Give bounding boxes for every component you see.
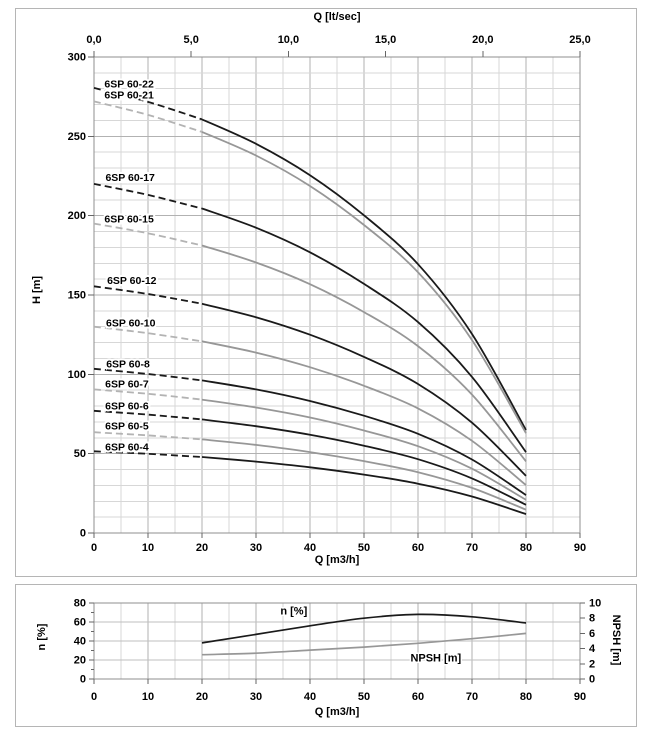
h-axis-tick-label: 0 bbox=[79, 527, 86, 540]
annotation-n: n [%] bbox=[280, 605, 308, 618]
curve-label-6sp-60-7: 6SP 60-7 bbox=[105, 378, 149, 391]
main-x-tick-label: 30 bbox=[249, 542, 263, 554]
main-x-tick-label: 0 bbox=[90, 542, 98, 554]
lower-x-tick-label: 30 bbox=[249, 691, 263, 703]
npsh-axis-tick-label: 8 bbox=[589, 612, 596, 625]
curve-label-6sp-60-12: 6SP 60-12 bbox=[107, 275, 157, 288]
npsh-axis-title: NPSH [m] bbox=[610, 614, 622, 666]
eta-axis-title: n [%] bbox=[36, 623, 48, 651]
curve-label-6sp-60-5: 6SP 60-5 bbox=[105, 420, 149, 433]
eta-axis-tick-label: 40 bbox=[73, 635, 86, 648]
main-x-tick-label: 80 bbox=[519, 542, 533, 554]
main-x-tick-label: 60 bbox=[411, 542, 425, 554]
main-x-tick-label: 20 bbox=[195, 542, 209, 554]
eta-axis-tick-label: 80 bbox=[73, 597, 86, 610]
top-axis-tick-label: 10,0 bbox=[277, 34, 300, 46]
h-axis-tick-label: 300 bbox=[67, 51, 86, 64]
main-x-tick-label: 40 bbox=[303, 542, 317, 554]
h-axis-tick-label: 250 bbox=[67, 130, 86, 143]
h-axis-tick-label: 150 bbox=[67, 289, 86, 302]
main-x-tick-label: 10 bbox=[141, 542, 155, 554]
main-x-tick-label: 50 bbox=[357, 542, 371, 554]
top-axis-tick-label: 5,0 bbox=[183, 34, 199, 46]
main-x-axis-title: Q [m3/h] bbox=[314, 554, 360, 566]
lower-x-tick-label: 0 bbox=[90, 691, 98, 703]
curve-label-6sp-60-8: 6SP 60-8 bbox=[106, 358, 150, 371]
curve-label-6sp-60-21: 6SP 60-21 bbox=[104, 89, 154, 102]
npsh-axis-tick-label: 10 bbox=[589, 597, 602, 610]
curve-label-6sp-60-4: 6SP 60-4 bbox=[105, 441, 149, 454]
npsh-axis-tick-label: 6 bbox=[589, 627, 596, 640]
main-x-tick-label: 90 bbox=[573, 542, 587, 554]
lower-x-tick-label: 60 bbox=[411, 691, 425, 703]
npsh-axis-tick-label: 2 bbox=[589, 658, 596, 671]
curve-label-6sp-60-22: 6SP 60-22 bbox=[104, 78, 154, 91]
curve-label-6sp-60-10: 6SP 60-10 bbox=[106, 317, 156, 330]
h-axis-title: H [m] bbox=[31, 275, 43, 305]
main-x-tick-label: 70 bbox=[465, 542, 479, 554]
lower-x-tick-label: 80 bbox=[519, 691, 533, 703]
lower-x-axis-title: Q [m3/h] bbox=[314, 706, 360, 718]
curve-label-6sp-60-6: 6SP 60-6 bbox=[105, 400, 149, 413]
lower-x-tick-label: 70 bbox=[465, 691, 479, 703]
lower-x-tick-label: 50 bbox=[357, 691, 371, 703]
top-x-axis-title: Q [lt/sec] bbox=[313, 11, 361, 23]
npsh-axis-tick-label: 4 bbox=[589, 643, 596, 656]
curve-label-6sp-60-15: 6SP 60-15 bbox=[104, 213, 154, 226]
h-axis-tick-label: 100 bbox=[67, 368, 86, 381]
npsh-axis-tick-label: 0 bbox=[589, 673, 596, 686]
lower-x-tick-label: 40 bbox=[303, 691, 317, 703]
eta-axis-tick-label: 60 bbox=[73, 616, 86, 629]
annotation-npsh-m: NPSH [m] bbox=[410, 652, 462, 665]
eta-axis-tick-label: 20 bbox=[73, 654, 86, 667]
lower-x-tick-label: 90 bbox=[573, 691, 587, 703]
top-axis-tick-label: 15,0 bbox=[374, 34, 397, 46]
top-axis-tick-label: 20,0 bbox=[472, 34, 494, 46]
top-axis-tick-label: 25,0 bbox=[569, 34, 591, 46]
top-axis-tick-label: 0,0 bbox=[86, 34, 102, 46]
h-axis-tick-label: 50 bbox=[73, 448, 86, 461]
h-axis-tick-label: 200 bbox=[67, 210, 86, 223]
lower-x-tick-label: 20 bbox=[195, 691, 209, 703]
lower-x-tick-label: 10 bbox=[141, 691, 155, 703]
eta-axis-tick-label: 0 bbox=[79, 673, 86, 686]
curve-label-6sp-60-17: 6SP 60-17 bbox=[105, 172, 155, 185]
